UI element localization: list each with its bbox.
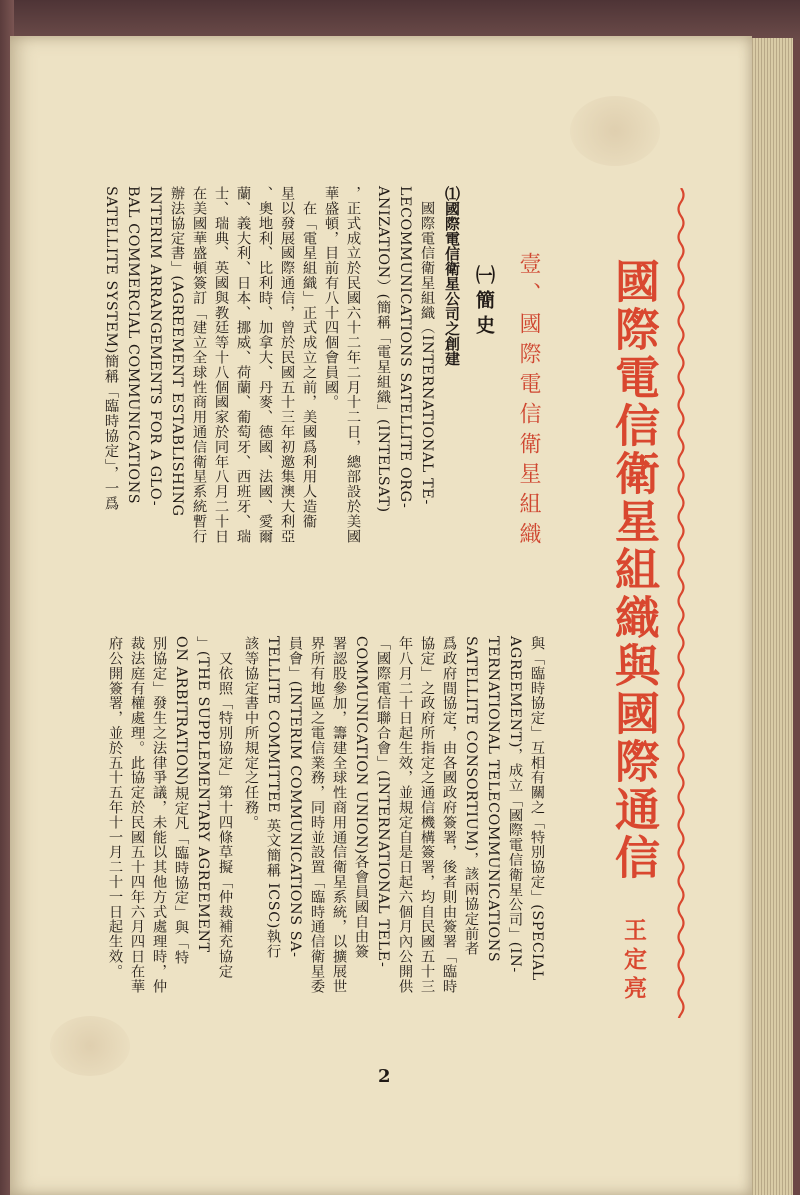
body-column: BAL COMMERCIAL COMMUNICATIONS xyxy=(125,186,141,505)
body-column: 士、瑞典、英國與教廷等十八個國家於同年八月二十日 xyxy=(213,186,229,544)
body-column: INTERIM ARRANGEMENTS FOR A GLO- xyxy=(147,186,163,507)
body-column: TELLITE COMMITTEE 英文簡稱 ICSC)執行 xyxy=(265,636,281,959)
body-column: 華盛頓，目前有八十四個會員國。 xyxy=(323,186,339,410)
body-column: 國際電信衛星組織（INTERNATIONAL TE- xyxy=(419,186,435,505)
wavy-line-decoration xyxy=(672,188,690,1018)
paper-stain xyxy=(50,1016,130,1076)
body-column: SATELLITE SYSTEM)簡稱「臨時協定」，一爲 xyxy=(103,186,119,511)
body-column: 裁法庭有權處理。此協定於民國五十四年六月四日在華 xyxy=(129,636,145,994)
body-column: 在「電星組織」正式成立之前，美國爲利用人造衞 xyxy=(301,186,317,529)
body-column: 與「臨時協定」互相有關之「特別協定」(SPECIAL xyxy=(529,636,545,981)
body-column: SATELLITE CONSORTIUM)，該兩協定前者 xyxy=(463,636,479,957)
body-column: AGREEMENT)，成立「國際電信衛星公司」(IN- xyxy=(507,636,523,973)
body-column: 、奧地利、比利時、加拿大、丹麥、德國、法國、愛爾 xyxy=(257,186,273,544)
body-column: TERNATIONAL TELECOMMUNICATIONS xyxy=(485,636,501,963)
page-edges xyxy=(746,38,793,1195)
book-cover-top xyxy=(0,0,800,40)
body-column: 署認股參加，籌建全球性商用通信衛星系統，以擴展世 xyxy=(331,636,347,994)
body-column: 界所有地區之電信業務，同時並設置「臨時通信衛星委 xyxy=(309,636,325,994)
body-column: 」(THE SUPPLEMENTARY AGREEMENT xyxy=(195,636,211,953)
body-column: 星以發展國際通信，曾於民國五十三年初邀集澳大利亞 xyxy=(279,186,295,544)
body-column: ANIZATION）(簡稱「電星組織」(INTELSAT) xyxy=(375,186,391,513)
body-column: 員會」(INTERIM COMMUNICATIONS SA- xyxy=(287,636,303,958)
author-name: 王定亮 xyxy=(620,918,647,1005)
body-column: 爲政府間協定，由各國政府簽署，後者則由簽署「臨時 xyxy=(441,636,457,994)
body-column: ON ARBITRATION)規定凡「臨時協定」與「特 xyxy=(173,636,189,965)
body-column: 在美國華盛頓簽訂「建立全球性商用通信衛星系統暫行 xyxy=(191,186,207,544)
body-column: 年八月二十日起生效，並規定自是日起六個月內公開供 xyxy=(397,636,413,994)
body-column: 蘭、義大利、日本、挪威、荷蘭、葡萄牙、西班牙、瑞 xyxy=(235,186,251,544)
body-column: COMMUNICATION UNION)各會員國自由簽 xyxy=(353,636,369,959)
body-column: LECOMMUNICATIONS SATELLITE ORG- xyxy=(397,186,413,509)
sub-sub-heading: ⑴國際電信衛星公司之創建 xyxy=(443,186,461,366)
page-number: 2 xyxy=(378,1066,391,1087)
body-column: 「國際電信聯合會」(INTERNATIONAL TELE- xyxy=(375,636,391,968)
body-column: 又依照「特別協定」第十四條草擬「仲裁補充協定 xyxy=(217,636,233,979)
section-heading: 壹、國際電信衛星組織 xyxy=(516,252,541,552)
body-column: 府公開簽署，並於五十五年十一月二十一日起生效。 xyxy=(107,636,123,979)
sub-heading-text: 簡史 xyxy=(473,290,495,340)
sub-heading-number: ㈠ xyxy=(473,265,495,290)
sub-heading xyxy=(472,265,496,340)
body-column: 協定」之政府所指定之通信機構簽署，均自民國五十三 xyxy=(419,636,435,994)
paper-stain xyxy=(570,96,660,166)
body-column: 辦法協定書」(AGREEMENT ESTABLISHING xyxy=(169,186,185,517)
body-column: ，正式成立於民國六十二年二月十二日，總部設於美國 xyxy=(345,186,361,544)
body-column: 該等協定書中所規定之任務。 xyxy=(243,636,259,830)
body-column: 別協定」發生之法律爭議，未能以其他方式處理時，仲 xyxy=(151,636,167,994)
article-title: 國際電信衛星組織與國際通信 xyxy=(607,258,660,882)
